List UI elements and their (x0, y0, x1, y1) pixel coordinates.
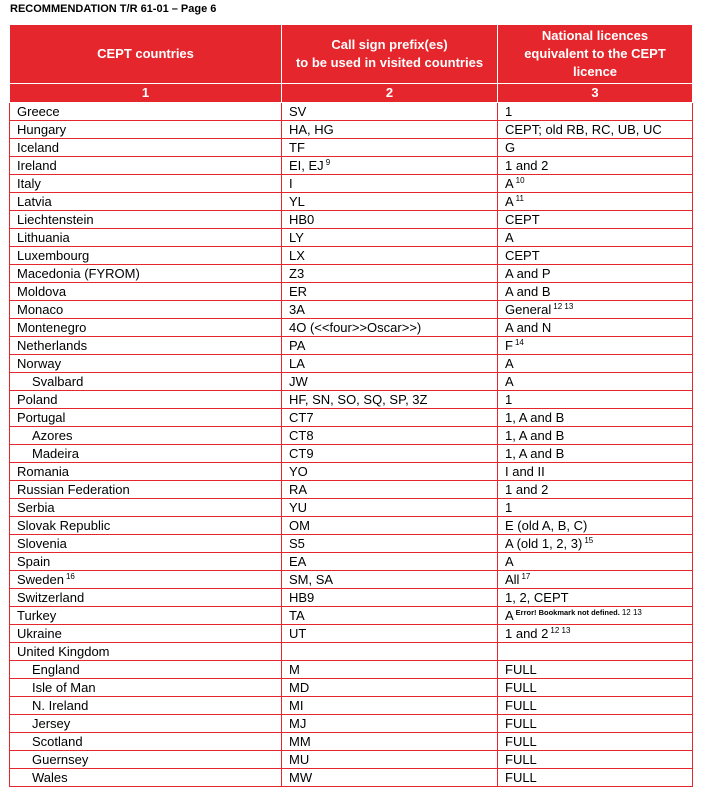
country-cell-text: Ireland (17, 158, 57, 173)
footnote-ref: 11 (515, 194, 524, 203)
licence-cell-text: A (505, 194, 514, 209)
prefix-cell-text: TA (289, 608, 305, 623)
licence-table (9, 24, 693, 787)
country-cell (10, 445, 282, 463)
table-row (10, 247, 693, 265)
table-row (10, 427, 693, 445)
licence-cell (498, 211, 693, 229)
table-row (10, 715, 693, 733)
licence-cell (498, 517, 693, 535)
prefix-cell-text: CT8 (289, 428, 314, 443)
prefix-cell (282, 355, 498, 373)
country-cell-text: Wales (32, 770, 68, 785)
page-title: RECOMMENDATION T/R 61-01 – Page 6 (10, 3, 217, 15)
licence-cell-text: A and P (505, 266, 551, 281)
licence-cell-text: 1 and 2 (505, 626, 549, 641)
licence-cell-text: E (old A, B, C) (505, 518, 588, 533)
licence-cell-text: A (505, 608, 514, 623)
prefix-cell-text: MJ (289, 716, 307, 731)
country-cell (10, 283, 282, 301)
country-cell-text: Liechtenstein (17, 212, 94, 227)
country-cell-text: Netherlands (17, 338, 88, 353)
licence-cell (498, 463, 693, 481)
prefix-cell (282, 301, 498, 319)
licence-cell-text: FULL (505, 770, 537, 785)
error-note: Error! Bookmark not defined. (515, 608, 620, 617)
licence-cell-text: 1 (505, 392, 513, 407)
country-cell-text: Italy (17, 176, 41, 191)
licence-cell (498, 391, 693, 409)
country-cell-text: United Kingdom (17, 644, 110, 659)
prefix-cell (282, 121, 498, 139)
prefix-cell-text: HF, SN, SO, SQ, SP, 3Z (289, 392, 428, 407)
licence-cell-text: A (505, 554, 514, 569)
prefix-cell-text: HB0 (289, 212, 315, 227)
country-cell-text: Jersey (32, 716, 71, 731)
country-cell (10, 301, 282, 319)
table-row (10, 445, 693, 463)
licence-cell (498, 301, 693, 319)
licence-cell (498, 247, 693, 265)
table-row (10, 319, 693, 337)
licence-cell-text: All (505, 572, 520, 587)
footnote-ref: 15 (584, 536, 594, 545)
licence-cell-text: F (505, 338, 513, 353)
country-cell-text: Russian Federation (17, 482, 130, 497)
prefix-cell (282, 553, 498, 571)
prefix-cell-text: YL (289, 194, 305, 209)
table-row (10, 175, 693, 193)
prefix-cell (282, 535, 498, 553)
prefix-cell (282, 229, 498, 247)
licence-cell-text: FULL (505, 752, 537, 767)
licence-cell (498, 319, 693, 337)
country-cell (10, 103, 282, 121)
table-row (10, 571, 693, 589)
prefix-cell-text: TF (289, 140, 305, 155)
prefix-cell-text: M (289, 662, 300, 677)
prefix-cell-text: CT7 (289, 410, 314, 425)
licence-cell (498, 661, 693, 679)
country-cell-text: Norway (17, 356, 62, 371)
licence-cell-text: 1 and 2 (505, 482, 549, 497)
prefix-cell-text: JW (289, 374, 308, 389)
country-cell (10, 643, 282, 661)
country-cell-text: Ukraine (17, 626, 62, 641)
table-row (10, 463, 693, 481)
licence-cell (498, 481, 693, 499)
prefix-cell-text: LY (289, 230, 304, 245)
country-cell-text: Switzerland (17, 590, 85, 605)
country-cell (10, 661, 282, 679)
country-cell-text: Greece (17, 104, 60, 119)
prefix-cell-text: LX (289, 248, 305, 263)
table-row (10, 679, 693, 697)
licence-cell (498, 733, 693, 751)
licence-cell-text: FULL (505, 662, 537, 677)
licence-cell (498, 103, 693, 121)
country-cell (10, 481, 282, 499)
table-row (10, 589, 693, 607)
country-cell (10, 463, 282, 481)
column-number: 3 (498, 84, 693, 103)
country-cell-text: Sweden (17, 572, 64, 587)
prefix-cell (282, 625, 498, 643)
prefix-cell-text: YU (289, 500, 308, 515)
prefix-cell-text: ER (289, 284, 308, 299)
licence-cell-text: 1 (505, 104, 513, 119)
table-row (10, 301, 693, 319)
licence-cell-text: A (old 1, 2, 3) (505, 536, 583, 551)
prefix-cell-text: SM, SA (289, 572, 334, 587)
licence-cell-text: FULL (505, 680, 537, 695)
table-row (10, 481, 693, 499)
prefix-cell (282, 391, 498, 409)
footnote-ref: 12 13 (550, 626, 571, 635)
footnote-ref: 12 13 (621, 608, 642, 617)
licence-cell-text: A and N (505, 320, 552, 335)
country-cell (10, 247, 282, 265)
prefix-cell (282, 265, 498, 283)
licence-cell (498, 121, 693, 139)
prefix-cell (282, 517, 498, 535)
prefix-cell (282, 319, 498, 337)
licence-cell (498, 337, 693, 355)
country-cell (10, 427, 282, 445)
country-cell-text: Spain (17, 554, 51, 569)
licence-cell (498, 139, 693, 157)
country-cell (10, 535, 282, 553)
table-row (10, 625, 693, 643)
country-cell (10, 553, 282, 571)
licence-cell-text: I and II (505, 464, 545, 479)
prefix-cell-text: MM (289, 734, 311, 749)
prefix-cell-text: 4O (<<four>>Oscar>>) (289, 320, 422, 335)
footnote-ref: 10 (515, 176, 525, 185)
licence-cell (498, 679, 693, 697)
country-cell-text: Hungary (17, 122, 67, 137)
licence-cell-text: A (505, 374, 514, 389)
header-row (10, 25, 693, 84)
table-row (10, 373, 693, 391)
country-cell-text: Azores (32, 428, 73, 443)
licence-cell (498, 535, 693, 553)
licence-cell (498, 607, 693, 625)
prefix-cell (282, 751, 498, 769)
country-cell (10, 175, 282, 193)
prefix-cell-text: OM (289, 518, 310, 533)
licence-cell-text: CEPT; old RB, RC, UB, UC (505, 122, 662, 137)
prefix-cell-text: I (289, 176, 293, 191)
table-row (10, 607, 693, 625)
table-row (10, 751, 693, 769)
table-row (10, 157, 693, 175)
prefix-cell (282, 679, 498, 697)
prefix-cell-text: EA (289, 554, 307, 569)
licence-cell-text: A (505, 176, 514, 191)
licence-cell-text: A (505, 356, 514, 371)
licence-cell-text: A (505, 230, 514, 245)
prefix-cell (282, 445, 498, 463)
prefix-cell (282, 661, 498, 679)
prefix-cell-text: EI, EJ (289, 158, 324, 173)
licence-cell (498, 193, 693, 211)
licence-cell (498, 769, 693, 787)
prefix-cell-text: HA, HG (289, 122, 334, 137)
licence-cell (498, 445, 693, 463)
country-cell (10, 355, 282, 373)
licence-cell-text: G (505, 140, 516, 155)
licence-cell (498, 751, 693, 769)
licence-cell (498, 157, 693, 175)
footnote-ref: 12 13 (553, 302, 574, 311)
table-row (10, 103, 693, 121)
country-cell (10, 157, 282, 175)
licence-cell-text: 1, A and B (505, 446, 565, 461)
country-cell (10, 589, 282, 607)
country-cell (10, 571, 282, 589)
prefix-cell (282, 337, 498, 355)
country-cell-text: Guernsey (32, 752, 89, 767)
country-cell-text: Monaco (17, 302, 64, 317)
licence-cell-text: 1, A and B (505, 428, 565, 443)
country-cell-text: Montenegro (17, 320, 87, 335)
licence-cell (498, 265, 693, 283)
country-cell (10, 319, 282, 337)
table-body (10, 103, 693, 787)
country-cell-text: Slovenia (17, 536, 67, 551)
prefix-cell-text: RA (289, 482, 308, 497)
country-cell-text: Scotland (32, 734, 83, 749)
prefix-cell (282, 103, 498, 121)
licence-cell (498, 553, 693, 571)
column-number: 2 (282, 84, 498, 103)
prefix-cell-text: MW (289, 770, 313, 785)
country-cell-text: Isle of Man (32, 680, 96, 695)
prefix-cell (282, 283, 498, 301)
prefix-cell (282, 247, 498, 265)
country-cell-text: Serbia (17, 500, 55, 515)
prefix-cell-text: UT (289, 626, 307, 641)
prefix-cell (282, 463, 498, 481)
country-cell (10, 769, 282, 787)
country-cell-text: Moldova (17, 284, 67, 299)
table-row (10, 283, 693, 301)
header-text: National licences equivalent to the CEPT licence (524, 28, 666, 79)
licence-cell-text: 1, A and B (505, 410, 565, 425)
country-cell (10, 193, 282, 211)
licence-cell (498, 589, 693, 607)
table-row (10, 391, 693, 409)
licence-cell-text: FULL (505, 734, 537, 749)
licence-cell (498, 355, 693, 373)
country-cell (10, 625, 282, 643)
country-cell-text: N. Ireland (32, 698, 89, 713)
country-cell (10, 139, 282, 157)
table-row (10, 517, 693, 535)
country-cell (10, 517, 282, 535)
country-cell-text: Iceland (17, 140, 59, 155)
licence-cell (498, 373, 693, 391)
prefix-cell-text: MD (289, 680, 310, 695)
prefix-cell-text: MU (289, 752, 310, 767)
footnote-ref: 14 (514, 338, 524, 347)
table-row (10, 733, 693, 751)
country-cell-text: Macedonia (FYROM) (17, 266, 140, 281)
country-cell (10, 679, 282, 697)
header-text: Call sign prefix(es) to be used in visited countries (295, 37, 484, 70)
country-cell-text: Portugal (17, 410, 66, 425)
country-cell-text: Slovak Republic (17, 518, 111, 533)
column-number: 1 (10, 84, 282, 103)
prefix-cell-text: LA (289, 356, 305, 371)
table-row (10, 499, 693, 517)
country-cell (10, 211, 282, 229)
table-row (10, 409, 693, 427)
country-cell (10, 697, 282, 715)
prefix-cell-text: S5 (289, 536, 305, 551)
footnote-ref: 17 (521, 572, 531, 581)
prefix-cell (282, 715, 498, 733)
prefix-cell-text: SV (289, 104, 307, 119)
prefix-cell-text: MI (289, 698, 304, 713)
prefix-cell (282, 373, 498, 391)
country-cell (10, 409, 282, 427)
country-cell (10, 499, 282, 517)
column-number-row (10, 84, 693, 103)
table-row (10, 535, 693, 553)
prefix-cell (282, 427, 498, 445)
table-row (10, 643, 693, 661)
prefix-cell (282, 157, 498, 175)
prefix-cell-text: YO (289, 464, 308, 479)
prefix-cell (282, 733, 498, 751)
licence-cell-text: FULL (505, 716, 537, 731)
table-row (10, 229, 693, 247)
licence-cell (498, 499, 693, 517)
country-cell-text: Lithuania (17, 230, 70, 245)
licence-cell-text: 1 (505, 500, 513, 515)
prefix-cell-text: HB9 (289, 590, 315, 605)
table-row (10, 337, 693, 355)
licence-cell (498, 643, 693, 661)
header-call-sign-prefix (282, 25, 498, 84)
footnote-ref: 9 (325, 158, 331, 167)
licence-cell (498, 427, 693, 445)
header-national-licences (498, 25, 693, 84)
header-cept-countries (10, 25, 282, 84)
licence-cell (498, 283, 693, 301)
prefix-cell (282, 481, 498, 499)
licence-cell (498, 571, 693, 589)
country-cell (10, 751, 282, 769)
country-cell-text: England (32, 662, 80, 677)
table-row (10, 193, 693, 211)
prefix-cell (282, 697, 498, 715)
prefix-cell (282, 499, 498, 517)
table-row (10, 265, 693, 283)
prefix-cell (282, 175, 498, 193)
prefix-cell-text: Z3 (289, 266, 305, 281)
licence-cell-text: FULL (505, 698, 537, 713)
table-row (10, 769, 693, 787)
country-cell (10, 265, 282, 283)
prefix-cell-text: CT9 (289, 446, 314, 461)
licence-cell-text: CEPT (505, 212, 540, 227)
country-cell-text: Turkey (17, 608, 57, 623)
country-cell (10, 373, 282, 391)
licence-cell (498, 697, 693, 715)
prefix-cell (282, 139, 498, 157)
country-cell (10, 229, 282, 247)
prefix-cell (282, 193, 498, 211)
table-row (10, 553, 693, 571)
licence-cell-text: 1 and 2 (505, 158, 549, 173)
country-cell-text: Poland (17, 392, 58, 407)
licence-cell-text: 1, 2, CEPT (505, 590, 569, 605)
table-row (10, 121, 693, 139)
licence-cell-text: A and B (505, 284, 551, 299)
table-row (10, 355, 693, 373)
country-cell (10, 337, 282, 355)
country-cell-text: Latvia (17, 194, 52, 209)
table-row (10, 211, 693, 229)
country-cell (10, 607, 282, 625)
licence-cell (498, 715, 693, 733)
country-cell (10, 391, 282, 409)
table-row (10, 697, 693, 715)
prefix-cell (282, 571, 498, 589)
country-cell (10, 733, 282, 751)
country-cell-text: Svalbard (32, 374, 84, 389)
table-row (10, 139, 693, 157)
table-row (10, 661, 693, 679)
country-cell (10, 121, 282, 139)
licence-cell (498, 175, 693, 193)
prefix-cell (282, 643, 498, 661)
footnote-ref: 16 (65, 572, 75, 581)
licence-cell-text: General (505, 302, 552, 317)
licence-cell (498, 625, 693, 643)
licence-cell-text: CEPT (505, 248, 540, 263)
country-cell-text: Madeira (32, 446, 79, 461)
prefix-cell (282, 589, 498, 607)
header-text: CEPT countries (97, 46, 194, 61)
prefix-cell (282, 211, 498, 229)
licence-cell (498, 409, 693, 427)
country-cell (10, 715, 282, 733)
prefix-cell (282, 769, 498, 787)
country-cell-text: Romania (17, 464, 70, 479)
prefix-cell-text: PA (289, 338, 306, 353)
prefix-cell-text: 3A (289, 302, 305, 317)
prefix-cell (282, 607, 498, 625)
country-cell-text: Luxembourg (17, 248, 90, 263)
licence-cell (498, 229, 693, 247)
prefix-cell (282, 409, 498, 427)
